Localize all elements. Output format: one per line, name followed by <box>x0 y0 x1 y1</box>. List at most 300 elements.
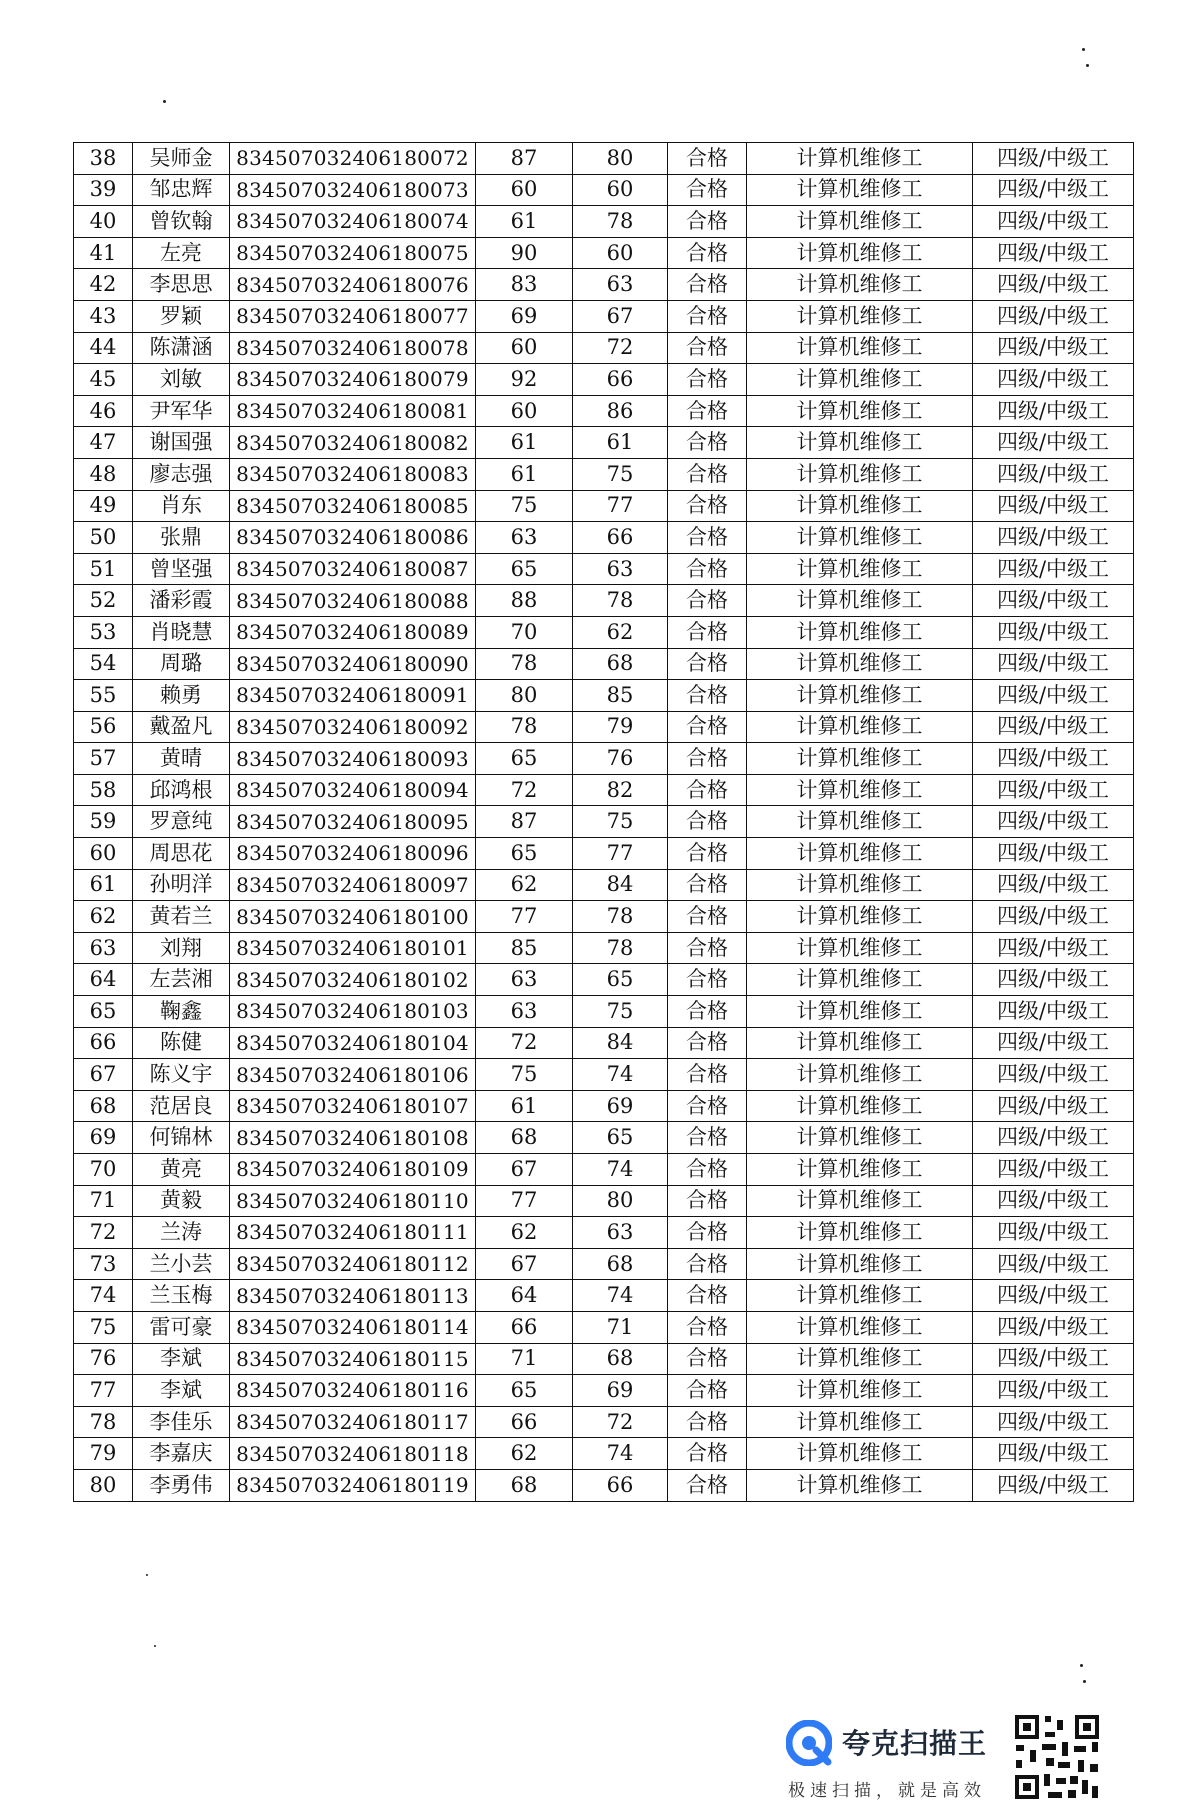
occupation-cell: 计算机维修工 <box>747 932 973 964</box>
occupation-cell: 计算机维修工 <box>747 1343 973 1375</box>
level-cell: 四级/中级工 <box>973 395 1134 427</box>
theory-score-cell: 69 <box>476 300 573 332</box>
table-row <box>74 711 1134 743</box>
name-cell: 兰玉梅 <box>133 1280 230 1312</box>
qr-code-icon <box>1012 1712 1102 1802</box>
occupation-cell: 计算机维修工 <box>747 332 973 364</box>
theory-score-cell: 88 <box>476 585 573 617</box>
theory-score-cell: 85 <box>476 932 573 964</box>
level-cell: 四级/中级工 <box>973 838 1134 870</box>
practical-score-cell: 74 <box>573 1438 668 1470</box>
theory-score-cell: 62 <box>476 1438 573 1470</box>
name-cell: 刘敏 <box>133 364 230 396</box>
app-slogan: 极速扫描，就是高效 <box>788 1781 986 1801</box>
occupation-cell: 计算机维修工 <box>747 174 973 206</box>
level-cell: 四级/中级工 <box>973 332 1134 364</box>
name-cell: 肖东 <box>133 490 230 522</box>
row-no-cell: 78 <box>74 1406 133 1438</box>
theory-score-cell: 60 <box>476 332 573 364</box>
table-row <box>74 1185 1134 1217</box>
name-cell: 李勇伟 <box>133 1469 230 1501</box>
theory-score-cell: 70 <box>476 616 573 648</box>
practical-score-cell: 75 <box>573 806 668 838</box>
cert-id-cell: 834507032406180085 <box>230 490 476 522</box>
level-cell: 四级/中级工 <box>973 490 1134 522</box>
name-cell: 邱鸿根 <box>133 774 230 806</box>
level-cell: 四级/中级工 <box>973 711 1134 743</box>
practical-score-cell: 85 <box>573 680 668 712</box>
occupation-cell: 计算机维修工 <box>747 1311 973 1343</box>
cert-id-cell: 834507032406180119 <box>230 1469 476 1501</box>
practical-score-cell: 78 <box>573 206 668 238</box>
name-cell: 兰小芸 <box>133 1248 230 1280</box>
name-cell: 陈健 <box>133 1027 230 1059</box>
name-cell: 陈义宇 <box>133 1059 230 1091</box>
practical-score-cell: 72 <box>573 1406 668 1438</box>
result-cell: 合格 <box>668 1438 747 1470</box>
name-cell: 兰涛 <box>133 1217 230 1249</box>
cert-id-cell: 834507032406180100 <box>230 901 476 933</box>
practical-score-cell: 60 <box>573 174 668 206</box>
row-no-cell: 62 <box>74 901 133 933</box>
name-cell: 李佳乐 <box>133 1406 230 1438</box>
table-row <box>74 300 1134 332</box>
practical-score-cell: 66 <box>573 364 668 396</box>
table-row <box>74 1217 1134 1249</box>
row-no-cell: 67 <box>74 1059 133 1091</box>
level-cell: 四级/中级工 <box>973 806 1134 838</box>
level-cell: 四级/中级工 <box>973 1406 1134 1438</box>
occupation-cell: 计算机维修工 <box>747 964 973 996</box>
result-cell: 合格 <box>668 458 747 490</box>
row-no-cell: 60 <box>74 838 133 870</box>
cert-id-cell: 834507032406180094 <box>230 774 476 806</box>
scan-speck <box>146 1574 148 1576</box>
result-cell: 合格 <box>668 869 747 901</box>
theory-score-cell: 87 <box>476 143 573 175</box>
result-cell: 合格 <box>668 269 747 301</box>
theory-score-cell: 67 <box>476 1248 573 1280</box>
result-cell: 合格 <box>668 616 747 648</box>
result-cell: 合格 <box>668 1059 747 1091</box>
cert-id-cell: 834507032406180112 <box>230 1248 476 1280</box>
level-cell: 四级/中级工 <box>973 458 1134 490</box>
theory-score-cell: 63 <box>476 964 573 996</box>
result-cell: 合格 <box>668 806 747 838</box>
table-row <box>74 522 1134 554</box>
theory-score-cell: 83 <box>476 269 573 301</box>
theory-score-cell: 60 <box>476 174 573 206</box>
table-row <box>74 838 1134 870</box>
occupation-cell: 计算机维修工 <box>747 427 973 459</box>
cert-id-cell: 834507032406180117 <box>230 1406 476 1438</box>
row-no-cell: 55 <box>74 680 133 712</box>
theory-score-cell: 61 <box>476 427 573 459</box>
theory-score-cell: 75 <box>476 1059 573 1091</box>
result-cell: 合格 <box>668 1154 747 1186</box>
table-row <box>74 996 1134 1028</box>
result-cell: 合格 <box>668 1406 747 1438</box>
table-row <box>74 1280 1134 1312</box>
name-cell: 孙明洋 <box>133 869 230 901</box>
row-no-cell: 76 <box>74 1343 133 1375</box>
cert-id-cell: 834507032406180114 <box>230 1311 476 1343</box>
table-row <box>74 1122 1134 1154</box>
table-row <box>74 206 1134 238</box>
row-no-cell: 56 <box>74 711 133 743</box>
name-cell: 曾钦翰 <box>133 206 230 238</box>
practical-score-cell: 67 <box>573 300 668 332</box>
level-cell: 四级/中级工 <box>973 964 1134 996</box>
name-cell: 陈潇涵 <box>133 332 230 364</box>
cert-id-cell: 834507032406180102 <box>230 964 476 996</box>
practical-score-cell: 74 <box>573 1059 668 1091</box>
result-cell: 合格 <box>668 237 747 269</box>
cert-id-cell: 834507032406180073 <box>230 174 476 206</box>
practical-score-cell: 84 <box>573 869 668 901</box>
name-cell: 吴师金 <box>133 143 230 175</box>
occupation-cell: 计算机维修工 <box>747 1217 973 1249</box>
table-row <box>74 869 1134 901</box>
occupation-cell: 计算机维修工 <box>747 585 973 617</box>
table-row <box>74 1154 1134 1186</box>
theory-score-cell: 65 <box>476 838 573 870</box>
row-no-cell: 64 <box>74 964 133 996</box>
table-row <box>74 1343 1134 1375</box>
cert-id-cell: 834507032406180104 <box>230 1027 476 1059</box>
table-row <box>74 1406 1134 1438</box>
row-no-cell: 68 <box>74 1090 133 1122</box>
name-cell: 黄毅 <box>133 1185 230 1217</box>
practical-score-cell: 86 <box>573 395 668 427</box>
practical-score-cell: 77 <box>573 490 668 522</box>
practical-score-cell: 74 <box>573 1280 668 1312</box>
cert-id-cell: 834507032406180090 <box>230 648 476 680</box>
occupation-cell: 计算机维修工 <box>747 838 973 870</box>
name-cell: 周璐 <box>133 648 230 680</box>
theory-score-cell: 62 <box>476 869 573 901</box>
table-row <box>74 1248 1134 1280</box>
result-cell: 合格 <box>668 1217 747 1249</box>
cert-id-cell: 834507032406180110 <box>230 1185 476 1217</box>
table-row <box>74 237 1134 269</box>
result-cell: 合格 <box>668 1375 747 1407</box>
cert-id-cell: 834507032406180075 <box>230 237 476 269</box>
practical-score-cell: 71 <box>573 1311 668 1343</box>
name-cell: 李嘉庆 <box>133 1438 230 1470</box>
level-cell: 四级/中级工 <box>973 1122 1134 1154</box>
practical-score-cell: 63 <box>573 553 668 585</box>
cert-id-cell: 834507032406180107 <box>230 1090 476 1122</box>
cert-id-cell: 834507032406180079 <box>230 364 476 396</box>
cert-id-cell: 834507032406180113 <box>230 1280 476 1312</box>
row-no-cell: 69 <box>74 1122 133 1154</box>
row-no-cell: 80 <box>74 1469 133 1501</box>
level-cell: 四级/中级工 <box>973 300 1134 332</box>
occupation-cell: 计算机维修工 <box>747 1280 973 1312</box>
row-no-cell: 59 <box>74 806 133 838</box>
scan-speck <box>1083 1680 1086 1683</box>
level-cell: 四级/中级工 <box>973 1343 1134 1375</box>
row-no-cell: 43 <box>74 300 133 332</box>
name-cell: 刘翔 <box>133 932 230 964</box>
name-cell: 左芸湘 <box>133 964 230 996</box>
name-cell: 鞠鑫 <box>133 996 230 1028</box>
result-cell: 合格 <box>668 1248 747 1280</box>
level-cell: 四级/中级工 <box>973 553 1134 585</box>
theory-score-cell: 68 <box>476 1469 573 1501</box>
row-no-cell: 49 <box>74 490 133 522</box>
level-cell: 四级/中级工 <box>973 1185 1134 1217</box>
cert-id-cell: 834507032406180082 <box>230 427 476 459</box>
cert-id-cell: 834507032406180097 <box>230 869 476 901</box>
theory-score-cell: 65 <box>476 553 573 585</box>
occupation-cell: 计算机维修工 <box>747 490 973 522</box>
result-cell: 合格 <box>668 932 747 964</box>
theory-score-cell: 60 <box>476 395 573 427</box>
cert-id-cell: 834507032406180103 <box>230 996 476 1028</box>
cert-id-cell: 834507032406180115 <box>230 1343 476 1375</box>
table-row <box>74 395 1134 427</box>
result-cell: 合格 <box>668 996 747 1028</box>
practical-score-cell: 74 <box>573 1154 668 1186</box>
level-cell: 四级/中级工 <box>973 901 1134 933</box>
practical-score-cell: 75 <box>573 996 668 1028</box>
occupation-cell: 计算机维修工 <box>747 901 973 933</box>
result-cell: 合格 <box>668 774 747 806</box>
cert-id-cell: 834507032406180096 <box>230 838 476 870</box>
row-no-cell: 74 <box>74 1280 133 1312</box>
table-row <box>74 1438 1134 1470</box>
level-cell: 四级/中级工 <box>973 237 1134 269</box>
row-no-cell: 54 <box>74 648 133 680</box>
table-row <box>74 143 1134 175</box>
cert-id-cell: 834507032406180092 <box>230 711 476 743</box>
level-cell: 四级/中级工 <box>973 743 1134 775</box>
name-cell: 雷可豪 <box>133 1311 230 1343</box>
result-cell: 合格 <box>668 522 747 554</box>
name-cell: 左亮 <box>133 237 230 269</box>
occupation-cell: 计算机维修工 <box>747 364 973 396</box>
row-no-cell: 77 <box>74 1375 133 1407</box>
theory-score-cell: 61 <box>476 206 573 238</box>
table-row <box>74 1469 1134 1501</box>
cert-id-cell: 834507032406180116 <box>230 1375 476 1407</box>
theory-score-cell: 65 <box>476 1375 573 1407</box>
occupation-cell: 计算机维修工 <box>747 996 973 1028</box>
result-cell: 合格 <box>668 364 747 396</box>
result-cell: 合格 <box>668 427 747 459</box>
practical-score-cell: 78 <box>573 932 668 964</box>
theory-score-cell: 65 <box>476 743 573 775</box>
row-no-cell: 53 <box>74 616 133 648</box>
practical-score-cell: 82 <box>573 774 668 806</box>
table-row <box>74 332 1134 364</box>
theory-score-cell: 78 <box>476 711 573 743</box>
level-cell: 四级/中级工 <box>973 1217 1134 1249</box>
row-no-cell: 65 <box>74 996 133 1028</box>
name-cell: 范居良 <box>133 1090 230 1122</box>
result-cell: 合格 <box>668 838 747 870</box>
occupation-cell: 计算机维修工 <box>747 743 973 775</box>
result-cell: 合格 <box>668 143 747 175</box>
result-cell: 合格 <box>668 711 747 743</box>
theory-score-cell: 80 <box>476 680 573 712</box>
table-row <box>74 1311 1134 1343</box>
table-row <box>74 490 1134 522</box>
result-cell: 合格 <box>668 1027 747 1059</box>
practical-score-cell: 78 <box>573 585 668 617</box>
row-no-cell: 41 <box>74 237 133 269</box>
occupation-cell: 计算机维修工 <box>747 869 973 901</box>
level-cell: 四级/中级工 <box>973 1059 1134 1091</box>
result-cell: 合格 <box>668 395 747 427</box>
practical-score-cell: 63 <box>573 269 668 301</box>
table-row <box>74 1059 1134 1091</box>
scan-speck <box>1086 64 1089 67</box>
name-cell: 谢国强 <box>133 427 230 459</box>
occupation-cell: 计算机维修工 <box>747 206 973 238</box>
practical-score-cell: 62 <box>573 616 668 648</box>
occupation-cell: 计算机维修工 <box>747 395 973 427</box>
theory-score-cell: 77 <box>476 1185 573 1217</box>
cert-id-cell: 834507032406180106 <box>230 1059 476 1091</box>
theory-score-cell: 68 <box>476 1122 573 1154</box>
name-cell: 张鼎 <box>133 522 230 554</box>
cert-id-cell: 834507032406180118 <box>230 1438 476 1470</box>
scan-speck <box>163 100 166 103</box>
name-cell: 廖志强 <box>133 458 230 490</box>
cert-id-cell: 834507032406180088 <box>230 585 476 617</box>
cert-id-cell: 834507032406180074 <box>230 206 476 238</box>
app-name: 夸克扫描王 <box>842 1727 988 1760</box>
cert-id-cell: 834507032406180086 <box>230 522 476 554</box>
cert-id-cell: 834507032406180081 <box>230 395 476 427</box>
result-cell: 合格 <box>668 1343 747 1375</box>
practical-score-cell: 72 <box>573 332 668 364</box>
scan-speck <box>154 1645 156 1647</box>
row-no-cell: 52 <box>74 585 133 617</box>
level-cell: 四级/中级工 <box>973 1090 1134 1122</box>
row-no-cell: 51 <box>74 553 133 585</box>
row-no-cell: 45 <box>74 364 133 396</box>
practical-score-cell: 65 <box>573 1122 668 1154</box>
row-no-cell: 39 <box>74 174 133 206</box>
quark-logo-icon <box>786 1720 832 1766</box>
practical-score-cell: 61 <box>573 427 668 459</box>
occupation-cell: 计算机维修工 <box>747 1027 973 1059</box>
practical-score-cell: 69 <box>573 1090 668 1122</box>
theory-score-cell: 72 <box>476 774 573 806</box>
table-row <box>74 1027 1134 1059</box>
cert-id-cell: 834507032406180101 <box>230 932 476 964</box>
practical-score-cell: 66 <box>573 522 668 554</box>
theory-score-cell: 66 <box>476 1406 573 1438</box>
name-cell: 李思思 <box>133 269 230 301</box>
practical-score-cell: 79 <box>573 711 668 743</box>
row-no-cell: 50 <box>74 522 133 554</box>
cert-id-cell: 834507032406180093 <box>230 743 476 775</box>
practical-score-cell: 80 <box>573 143 668 175</box>
level-cell: 四级/中级工 <box>973 427 1134 459</box>
level-cell: 四级/中级工 <box>973 585 1134 617</box>
theory-score-cell: 62 <box>476 1217 573 1249</box>
occupation-cell: 计算机维修工 <box>747 680 973 712</box>
name-cell: 曾坚强 <box>133 553 230 585</box>
cert-id-cell: 834507032406180111 <box>230 1217 476 1249</box>
row-no-cell: 58 <box>74 774 133 806</box>
scanner-watermark <box>786 1710 1106 1810</box>
theory-score-cell: 66 <box>476 1311 573 1343</box>
cert-id-cell: 834507032406180076 <box>230 269 476 301</box>
practical-score-cell: 80 <box>573 1185 668 1217</box>
occupation-cell: 计算机维修工 <box>747 1248 973 1280</box>
occupation-cell: 计算机维修工 <box>747 1090 973 1122</box>
level-cell: 四级/中级工 <box>973 174 1134 206</box>
result-cell: 合格 <box>668 1280 747 1312</box>
cert-id-cell: 834507032406180077 <box>230 300 476 332</box>
result-cell: 合格 <box>668 1122 747 1154</box>
cert-id-cell: 834507032406180078 <box>230 332 476 364</box>
row-no-cell: 73 <box>74 1248 133 1280</box>
level-cell: 四级/中级工 <box>973 648 1134 680</box>
result-cell: 合格 <box>668 1469 747 1501</box>
theory-score-cell: 67 <box>476 1154 573 1186</box>
occupation-cell: 计算机维修工 <box>747 269 973 301</box>
score-table <box>73 142 1134 1502</box>
cert-id-cell: 834507032406180083 <box>230 458 476 490</box>
occupation-cell: 计算机维修工 <box>747 143 973 175</box>
cert-id-cell: 834507032406180095 <box>230 806 476 838</box>
cert-id-cell: 834507032406180087 <box>230 553 476 585</box>
practical-score-cell: 65 <box>573 964 668 996</box>
name-cell: 李斌 <box>133 1375 230 1407</box>
level-cell: 四级/中级工 <box>973 143 1134 175</box>
cert-id-cell: 834507032406180089 <box>230 616 476 648</box>
name-cell: 何锦林 <box>133 1122 230 1154</box>
row-no-cell: 70 <box>74 1154 133 1186</box>
table-row <box>74 553 1134 585</box>
name-cell: 黄晴 <box>133 743 230 775</box>
table-row <box>74 269 1134 301</box>
result-cell: 合格 <box>668 206 747 238</box>
table-row <box>74 964 1134 996</box>
cert-id-cell: 834507032406180091 <box>230 680 476 712</box>
occupation-cell: 计算机维修工 <box>747 1122 973 1154</box>
practical-score-cell: 60 <box>573 237 668 269</box>
occupation-cell: 计算机维修工 <box>747 1469 973 1501</box>
practical-score-cell: 75 <box>573 458 668 490</box>
table-row <box>74 774 1134 806</box>
name-cell: 潘彩霞 <box>133 585 230 617</box>
row-no-cell: 48 <box>74 458 133 490</box>
row-no-cell: 42 <box>74 269 133 301</box>
name-cell: 赖勇 <box>133 680 230 712</box>
occupation-cell: 计算机维修工 <box>747 237 973 269</box>
row-no-cell: 40 <box>74 206 133 238</box>
table-body <box>74 143 1134 1502</box>
practical-score-cell: 66 <box>573 1469 668 1501</box>
theory-score-cell: 78 <box>476 648 573 680</box>
practical-score-cell: 77 <box>573 838 668 870</box>
row-no-cell: 47 <box>74 427 133 459</box>
row-no-cell: 38 <box>74 143 133 175</box>
level-cell: 四级/中级工 <box>973 1027 1134 1059</box>
level-cell: 四级/中级工 <box>973 522 1134 554</box>
cert-id-cell: 834507032406180108 <box>230 1122 476 1154</box>
row-no-cell: 63 <box>74 932 133 964</box>
occupation-cell: 计算机维修工 <box>747 711 973 743</box>
